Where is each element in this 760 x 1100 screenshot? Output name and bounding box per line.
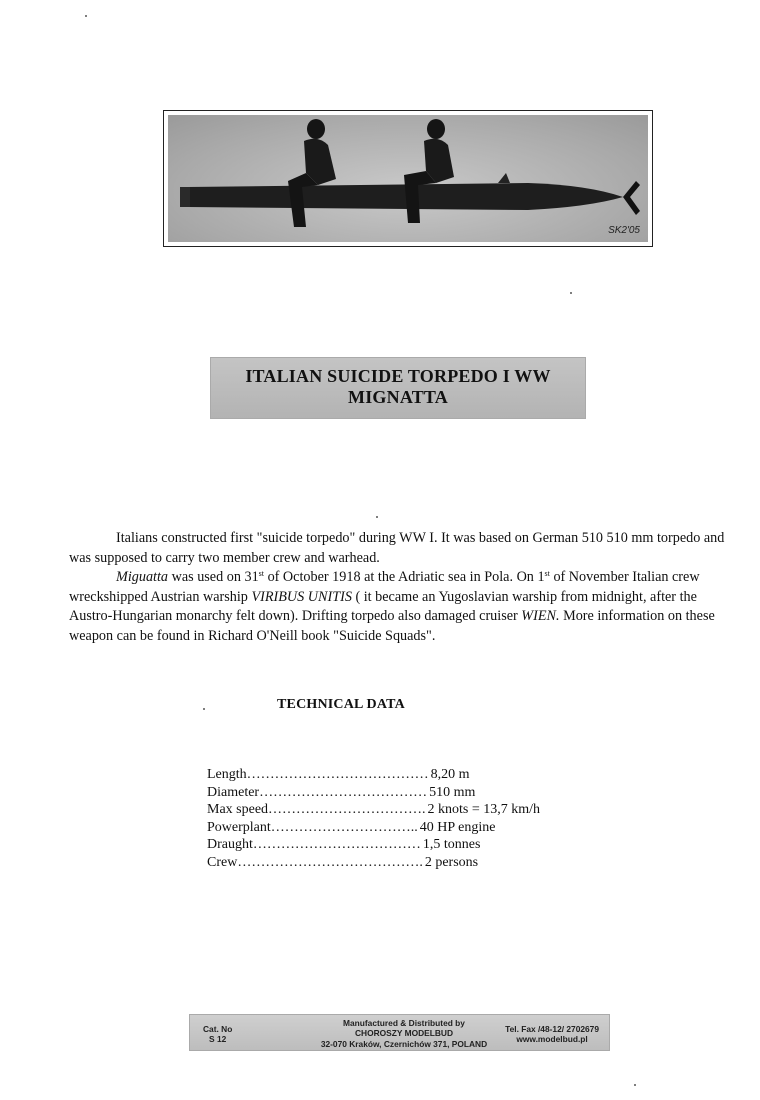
scan-speck [203, 708, 205, 710]
spec-row-max-speed: Max speed ……………………………. 2 knots = 13,7 km/h [207, 802, 541, 818]
cruiser-name: WIEN. [521, 608, 560, 625]
scan-speck [376, 516, 378, 518]
torpedo-illustration [163, 110, 653, 247]
spec-row-draught: Draught ……………………………… 1,5 tonnes [207, 837, 481, 853]
paragraph-2: Miguatta was used on 31st of October 1918 at the Adriatic sea in Pola. On 1st of November Italian crew wreckshipped Austrian warship VIRIBUS UNITIS ( it became an Yugoslavian warship from midnight, after the Austro-Hungarian monarchy felt down). Drifting torpedo also damaged cruiser WIEN. More information on these weapon can be found in Richard O'Neill book "Suicide Squads". [69, 569, 715, 644]
spec-row-length: Length ………………………………… 8,20 m [207, 767, 470, 782]
contact-info: Tel. Fax /48-12/ 2702679 www.modelbud.pl [505, 1024, 599, 1044]
illustration-background [168, 115, 648, 242]
torpedo-drawing [168, 115, 648, 242]
illustration-signature: SK2'05 [608, 225, 640, 236]
technical-data-heading: TECHNICAL DATA [277, 697, 405, 712]
catalog-number: Cat. No S 12 [203, 1024, 233, 1044]
scan-speck [570, 292, 572, 294]
title-banner [210, 357, 586, 419]
spec-row-diameter: Diameter ……………………………… 510 mm [207, 784, 476, 800]
spec-row-powerplant: Powerplant ………………………….. 40 HP engine [207, 819, 496, 835]
title-line-1: ITALIAN SUICIDE TORPEDO I WW [245, 366, 551, 386]
description-text [69, 529, 729, 647]
scan-speck [634, 1084, 636, 1086]
technical-data-list [207, 766, 540, 872]
scan-speck [85, 15, 87, 17]
manufacturer-info: Manufactured & Distributed by CHOROSZY MODELBUD 32-070 Kraków, Czernichów 371, POLAND [320, 1018, 488, 1049]
vessel-name: Miguatta [116, 569, 169, 586]
title-line-2: MIGNATTA [348, 387, 448, 407]
warship-name: VIRIBUS UNITIS [251, 588, 352, 605]
spec-row-crew: Crew …………………………………. 2 persons [207, 854, 479, 870]
paragraph-1: Italians constructed first "suicide torpedo" during WW I. It was based on German 510 510 mm torpedo and was supposed to carry two member crew and warhead. [69, 530, 725, 566]
manufacturer-footer [189, 1014, 610, 1051]
